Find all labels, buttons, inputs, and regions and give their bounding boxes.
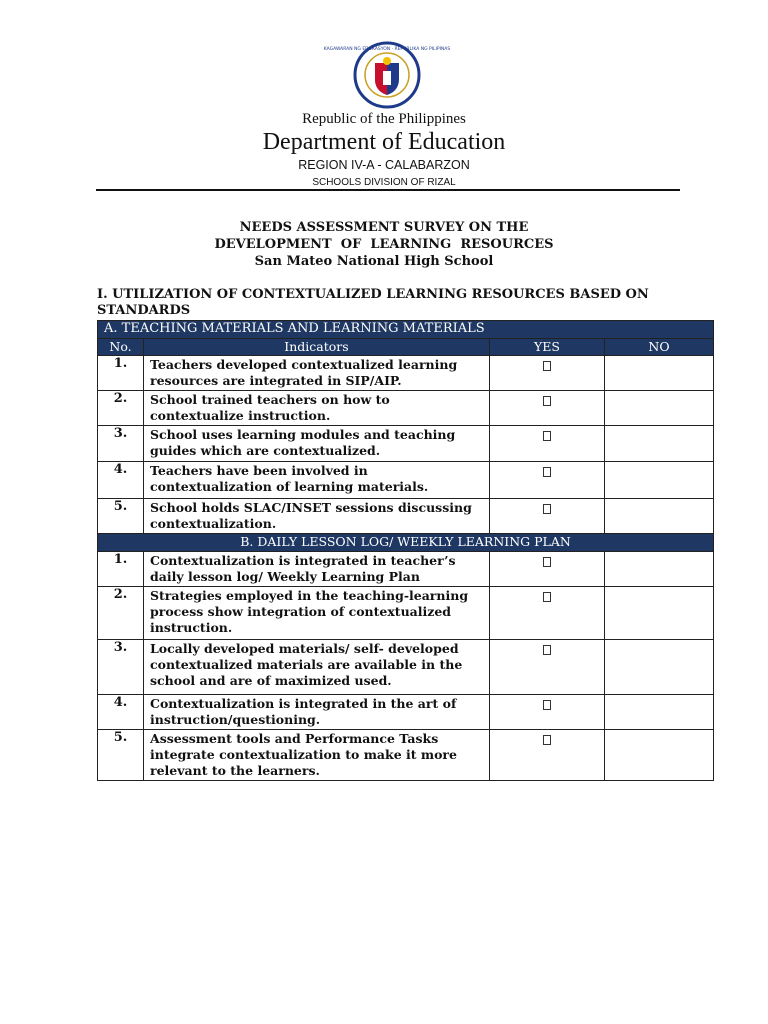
yes-cell[interactable] [490, 640, 605, 695]
indicator-text: School uses learning modules and teaching guides which are contextualized. [144, 426, 490, 462]
table-row [98, 426, 714, 462]
indicator-text: Contextualization is integrated in teacher’s daily lesson log/ Weekly Learning Plan [144, 552, 490, 587]
no-cell[interactable] [605, 426, 714, 462]
column-header-no-answer: NO [605, 339, 714, 356]
indicator-text: Locally developed materials/ self- developed contextualized materials are available in the school and are of maximized used. [144, 640, 490, 695]
no-cell[interactable] [605, 391, 714, 426]
yes-cell[interactable] [490, 730, 605, 781]
part-a-title: A. TEACHING MATERIALS AND LEARNING MATERIALS [98, 321, 714, 339]
no-cell[interactable] [605, 695, 714, 730]
indicator-text: School trained teachers on how to contextualize instruction. [144, 391, 490, 426]
table-row [98, 391, 714, 426]
row-number: 2. [98, 391, 144, 426]
part-b-title: B. DAILY LESSON LOG/ WEEKLY LEARNING PLAN [98, 534, 714, 552]
column-header-indicators: Indicators [144, 339, 490, 356]
row-number: 4. [98, 462, 144, 499]
header-divider [96, 189, 680, 191]
no-cell[interactable] [605, 499, 714, 534]
indicator-text: Teachers have been involved in contextualization of learning materials. [144, 462, 490, 499]
yes-cell[interactable] [490, 587, 605, 640]
indicator-text: Contextualization is integrated in the art of instruction/questioning. [144, 695, 490, 730]
division-line: SCHOOLS DIVISION OF RIZAL [312, 177, 456, 188]
school-name: San Mateo National High School [254, 254, 494, 269]
department-title: Department of Education [262, 129, 506, 155]
row-number: 3. [98, 640, 144, 695]
yes-checkbox[interactable] [543, 396, 551, 406]
title-line-2: DEVELOPMENT OF LEARNING RESOURCES [214, 237, 554, 252]
yes-checkbox[interactable] [543, 557, 551, 567]
table-header-row [98, 339, 714, 356]
yes-checkbox[interactable] [543, 467, 551, 477]
no-cell[interactable] [605, 462, 714, 499]
table-row [98, 695, 714, 730]
row-number: 5. [98, 499, 144, 534]
no-cell[interactable] [605, 730, 714, 781]
section-heading: I. UTILIZATION OF CONTEXTUALIZED LEARNING RESOURCES BASED ON STANDARDS [97, 287, 649, 318]
yes-checkbox[interactable] [543, 361, 551, 371]
indicator-text: Strategies employed in the teaching-learning process show integration of contextualized instruction. [144, 587, 490, 640]
row-number: 1. [98, 356, 144, 391]
yes-cell[interactable] [490, 426, 605, 462]
yes-checkbox[interactable] [543, 700, 551, 710]
row-number: 1. [98, 552, 144, 587]
indicator-text: School holds SLAC/INSET sessions discussing contextualization. [144, 499, 490, 534]
row-number: 4. [98, 695, 144, 730]
table-row [98, 552, 714, 587]
table-row [98, 587, 714, 640]
yes-cell[interactable] [490, 391, 605, 426]
table-row [98, 640, 714, 695]
yes-checkbox[interactable] [543, 592, 551, 602]
column-header-no: No. [98, 339, 144, 356]
table-row [98, 462, 714, 499]
table-row [98, 730, 714, 781]
row-number: 3. [98, 426, 144, 462]
svg-text:KAGAWARAN NG EDUKASYON · REPUB: KAGAWARAN NG EDUKASYON · REPUBLIKA NG PILIPINAS [323, 47, 451, 52]
yes-cell[interactable] [490, 356, 605, 391]
yes-checkbox[interactable] [543, 645, 551, 655]
yes-checkbox[interactable] [543, 504, 551, 514]
table-row [98, 356, 714, 391]
row-number: 5. [98, 730, 144, 781]
row-number: 2. [98, 587, 144, 640]
survey-table [97, 320, 714, 781]
no-cell[interactable] [605, 356, 714, 391]
yes-cell[interactable] [490, 462, 605, 499]
yes-cell[interactable] [490, 552, 605, 587]
no-cell[interactable] [605, 640, 714, 695]
indicator-text: Assessment tools and Performance Tasks integrate contextualization to make it more relevant to the learners. [144, 730, 490, 781]
indicator-text: Teachers developed contextualized learning resources are integrated in SIP/AIP. [144, 356, 490, 391]
column-header-yes: YES [490, 339, 605, 356]
yes-cell[interactable] [490, 499, 605, 534]
deped-seal-logo [323, 41, 451, 109]
no-cell[interactable] [605, 552, 714, 587]
no-cell[interactable] [605, 587, 714, 640]
yes-checkbox[interactable] [543, 431, 551, 441]
region-line: REGION IV-A - CALABARZON [298, 158, 470, 172]
table-row [98, 499, 714, 534]
republic-line: Republic of the Philippines [302, 111, 466, 127]
title-line-1: NEEDS ASSESSMENT SURVEY ON THE [239, 220, 529, 235]
survey-title [0, 219, 768, 270]
yes-checkbox[interactable] [543, 735, 551, 745]
yes-cell[interactable] [490, 695, 605, 730]
